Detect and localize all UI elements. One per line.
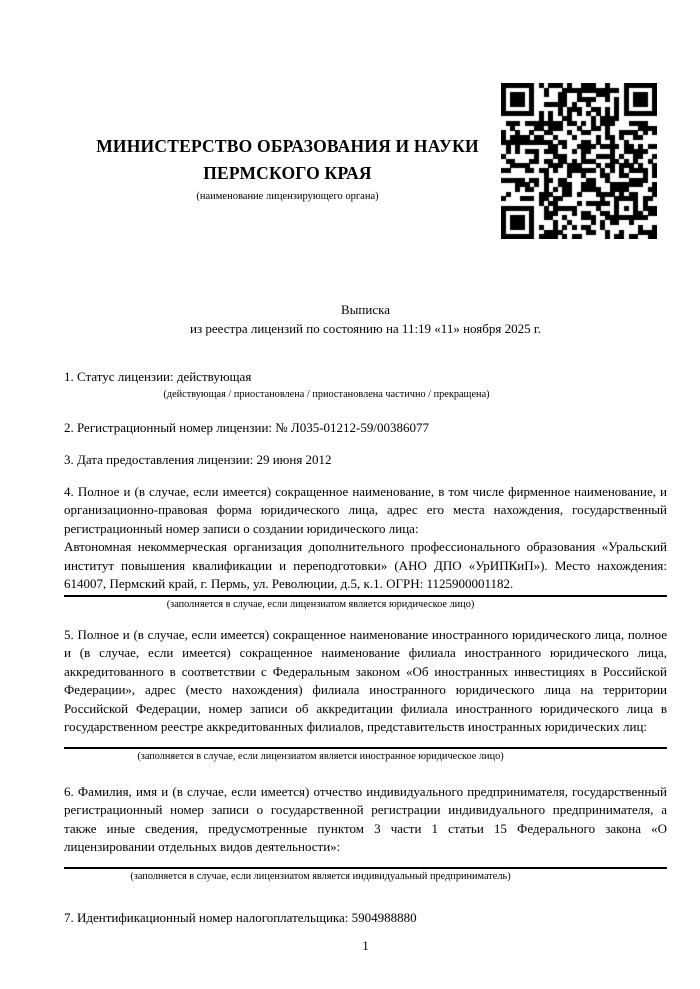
license-status-options-caption: (действующая / приостановлена / приостановлена частично / прекращена) bbox=[163, 388, 490, 400]
fill-line bbox=[64, 867, 667, 869]
item-individual-entrepreneur bbox=[64, 783, 667, 884]
license-status-text: 1. Статус лицензии: действующая bbox=[64, 369, 252, 384]
ministry-name-caption: (наименование лицензирующего органа) bbox=[196, 191, 379, 202]
individual-entrepreneur-caption: (заполняется в случае, если лицензиатом является индивидуальный предприниматель) bbox=[130, 870, 511, 882]
item-license-status bbox=[64, 368, 667, 402]
document-subtitle: из реестра лицензий по состоянию на 11:19 «11» ноября 2025 г. bbox=[190, 320, 541, 336]
fill-line bbox=[64, 595, 667, 597]
legal-entity-heading: 4. Полное и (в случае, если имеется) сокращенное наименование, в том числе фирменное наименование, и организационно-правовая форма юридического лица, адрес его места нахождения, государственный регистрационный номер записи о создании юридического лица: bbox=[64, 483, 667, 536]
taxpayer-number-text: 7. Идентификационный номер налогоплательщика: 5904988880 bbox=[64, 909, 417, 925]
individual-entrepreneur-heading: 6. Фамилия, имя и (в случае, если имеется) отчество индивидуального предпринимателя, государственный регистрационный номер записи о государственной регистрации индивидуального предпринимателя, а также иные сведения, предусмотренные пунктом 3 части 1 статьи 15 Федерального закона «О лицензировании отдельных видов деятельности»: bbox=[64, 783, 667, 854]
legal-entity-caption: (заполняется в случае, если лицензиатом является юридическое лицо) bbox=[166, 598, 475, 610]
document-title-block bbox=[64, 301, 667, 338]
item-foreign-entity bbox=[64, 626, 667, 764]
license-grant-date-text: 3. Дата предоставления лицензии: 29 июня 2012 bbox=[64, 452, 332, 467]
ministry-name: МИНИСТЕРСТВО ОБРАЗОВАНИЯ И НАУКИ ПЕРМСКОГО КРАЯ bbox=[96, 136, 479, 183]
item-license-grant-date bbox=[64, 451, 667, 470]
registration-number-text: 2. Регистрационный номер лицензии: № Л035-01212-59/00386077 bbox=[64, 419, 430, 435]
legal-entity-value: Автономная некоммерческая организация дополнительного профессионального образования «Уральский институт повышения квалификации и переподготовки» (АНО ДПО «УрИПКиП»). Место нахождения: 614007, Пермский край, г. Пермь, ул. Революции, д.5, к.1. ОГРН: 1125900001182. bbox=[64, 539, 667, 591]
qr-code-icon bbox=[501, 83, 657, 239]
page-number: 1 bbox=[362, 938, 369, 953]
item-legal-entity bbox=[64, 483, 667, 612]
foreign-entity-heading: 5. Полное и (в случае, если имеется) сокращенное наименование иностранного юридического лица, полное и (в случае, если имеется) сокращенное наименование филиала иностранного юридического лица, аккредитованного в соответствии с Федеральным законом «Об иностранных инвестициях в Российской Федерации», адрес (место нахождения) филиала иностранного юридического лица на территории Российской Федерации, номер записи об аккредитации филиала иностранного юридического лица в государственном реестре аккредитованных филиалов, представительств иностранных юридических лиц: bbox=[64, 626, 667, 734]
foreign-entity-caption: (заполняется в случае, если лицензиатом является иностранное юридическое лицо) bbox=[137, 750, 504, 762]
item-registration-number bbox=[64, 419, 667, 438]
document-title: Выписка bbox=[341, 302, 390, 317]
fill-line bbox=[64, 747, 667, 749]
qr-code-canvas bbox=[501, 83, 657, 239]
licensing-authority-block bbox=[64, 0, 511, 202]
item-taxpayer-number bbox=[64, 909, 667, 928]
